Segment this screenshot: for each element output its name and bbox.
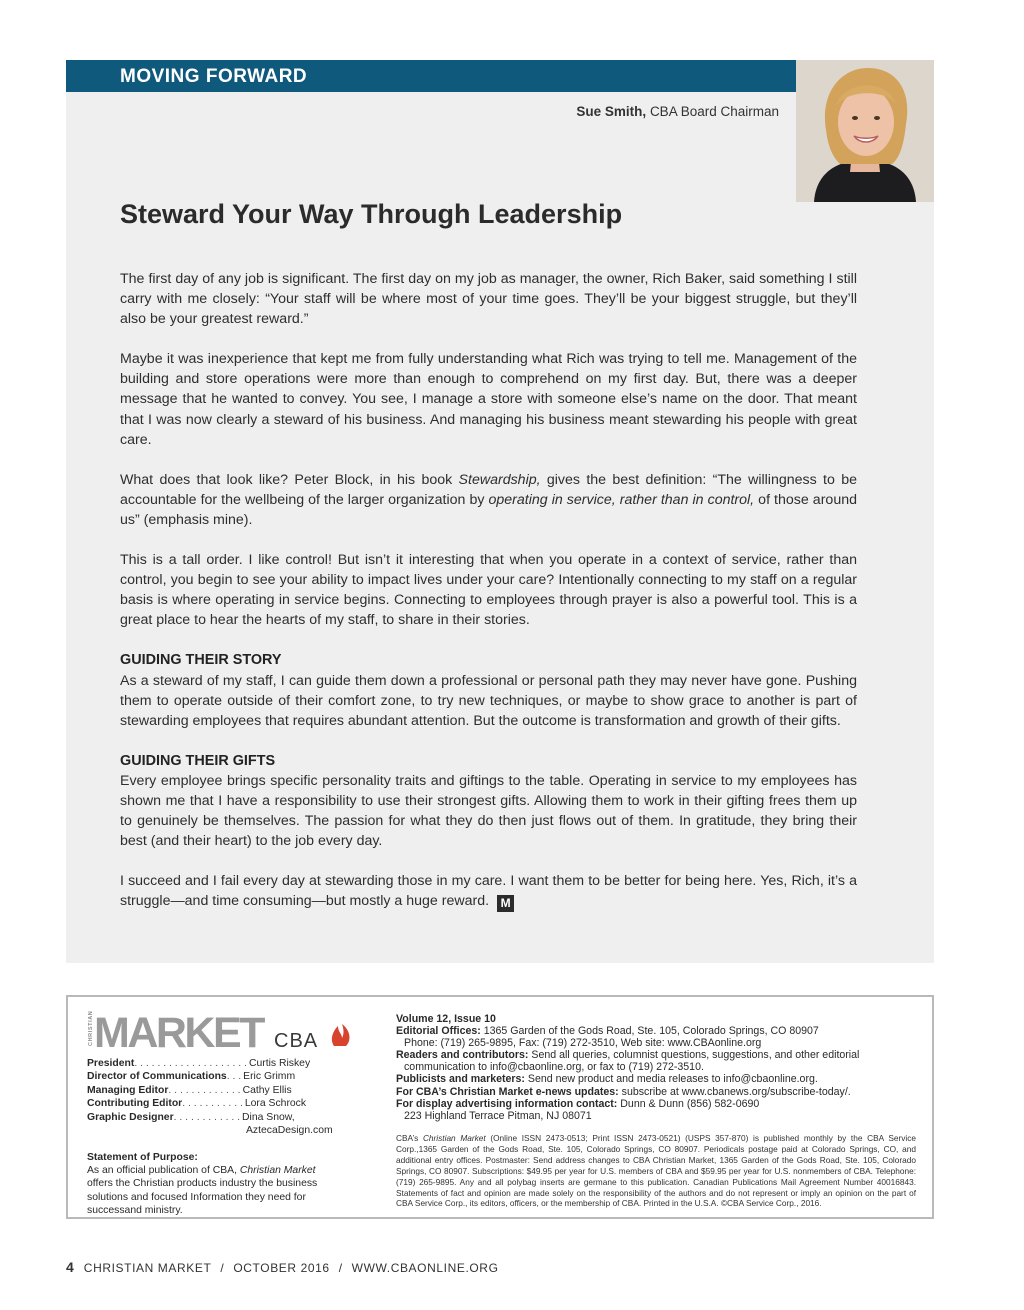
section-heading: GUIDING THEIR STORY bbox=[120, 652, 282, 669]
paragraph: Maybe it was inexperience that kept me from fully understanding what Rich was trying to tell me. Management of the building and store operations were more than enough to comprehend on my first day. But, there was a deeper message that he wanted to convey. You see, I manage a store with someone else’s name on the door. That meant that I was now clearly a steward of his business. And managing his business meant stewarding his people with great care. bbox=[120, 351, 857, 448]
logo-org-text: CBA bbox=[274, 1030, 319, 1052]
page-number: 4 bbox=[66, 1259, 74, 1275]
legal-text: (Online ISSN 2473-0513; Print ISSN 2473-0521) (USPS 357-870) is published monthly by the CBA Service Corp.,1365 Garden of the Gods Road, Ste. 105, Colorado Springs, CO 80907. Periodicals postage paid at Colorado Springs, CO, and additional entry offices. Postmaster: Send address changes to CBA Christian Market, 1365 Garden of the Gods Road, Ste. 105, Colorado Springs, CO 80907. Subscriptions: $49.95 per year for U.S. members of CBA and $59.95 per year for U.S. nonmembers of CBA. Telephone: (719) 265-9895. Any and all polybag inserts are germane to this publication. Canadian Publications Mail Agreement Number 40016843. Statements of fact and opinion are made solely on the responsibility of the authors and do not represent or imply an opinion on the part of CBA Service Corp., its editors, officers, or the membership of CBA. Printed in the U.S.A. ©CBA Service Corp., 2016. bbox=[396, 1133, 917, 1209]
staff-list bbox=[87, 1057, 347, 1137]
info-label: Publicists and marketers: bbox=[396, 1073, 525, 1086]
staff-row bbox=[87, 1070, 347, 1083]
staff-dots: . . . . . . . . . . . bbox=[182, 1098, 243, 1110]
designer-website: AztecaDesign.com bbox=[246, 1125, 333, 1137]
section-heading: GUIDING THEIR GIFTS bbox=[120, 752, 276, 769]
info-text: Dunn & Dunn (856) 582-0690 bbox=[617, 1097, 760, 1110]
staff-name: Cathy Ellis bbox=[242, 1084, 292, 1096]
publication-info bbox=[396, 1013, 918, 1122]
author-name: Sue Smith, bbox=[576, 104, 647, 119]
column-title: MOVING FORWARD bbox=[120, 66, 308, 87]
purpose-title: Statement of Purpose: bbox=[87, 1152, 198, 1163]
info-text: 1365 Garden of the Gods Road, Ste. 105, Colorado Springs, CO 80907 bbox=[480, 1025, 819, 1038]
info-text: communication to info@cbaonline.org, or fax to (719) 272-3510. bbox=[404, 1061, 704, 1074]
info-label: Readers and contributors: bbox=[396, 1049, 529, 1062]
article-body bbox=[120, 269, 857, 932]
staff-role: Director of Communications bbox=[87, 1071, 227, 1083]
staff-row bbox=[87, 1111, 347, 1124]
paragraph bbox=[120, 871, 857, 912]
paragraph: The first day of any job is significant. The first day on my job as manager, the owner, Rich Baker, said something I still carry with me closely: “Your staff will be where most of your time goes. They’ll be your biggest struggle, but they’ll also be your greatest reward.” bbox=[120, 271, 857, 328]
statement-of-purpose bbox=[87, 1151, 337, 1217]
staff-role: Contributing Editor bbox=[87, 1098, 183, 1110]
publication-name: Christian Market bbox=[239, 1165, 316, 1177]
footer-separator: / bbox=[220, 1261, 225, 1275]
staff-row bbox=[87, 1097, 347, 1110]
staff-role: President bbox=[87, 1058, 135, 1069]
paragraph-text: What does that look like? Peter Block, in his book bbox=[120, 471, 459, 488]
info-label: Editorial Offices: bbox=[396, 1025, 481, 1038]
staff-name: Lora Schrock bbox=[244, 1098, 307, 1110]
paragraph-text: of those around us” (emphasis mine). bbox=[120, 491, 857, 528]
info-text: Phone: (719) 265-9895, Fax: (719) 272-3510, Web site: www.CBAonline.org bbox=[404, 1037, 762, 1050]
footer-publication: CHRISTIAN MARKET bbox=[83, 1261, 212, 1275]
logo-main-text: MARKET bbox=[94, 1010, 263, 1052]
publication-name: Christian Market bbox=[422, 1133, 486, 1143]
staff-row bbox=[87, 1057, 347, 1070]
article-headline: Steward Your Way Through Leadership bbox=[120, 199, 623, 229]
info-label: For CBA’s Christian Market e-news updates: bbox=[396, 1085, 619, 1098]
staff-role: Managing Editor bbox=[87, 1084, 169, 1096]
staff-dots: . . . bbox=[226, 1071, 242, 1083]
end-mark-icon: M bbox=[497, 895, 514, 912]
flame-icon bbox=[332, 1024, 350, 1046]
paragraph: Every employee brings specific personality traits and giftings to the table. Operating in service to my employees has shown me that I have a responsibility to use their strongest gifts. Allowing them to work in their gifting frees them up to genuinely be themselves. The passion for what they do then just flows out of them. In gratitude, they bring their best (and their heart) to the job every day. bbox=[120, 772, 857, 850]
info-text: Send all queries, columnist questions, suggestions, and other editorial bbox=[528, 1049, 860, 1062]
legal-notice bbox=[396, 1133, 916, 1209]
christian-market-logo bbox=[86, 1010, 356, 1052]
staff-name: Curtis Riskey bbox=[248, 1058, 311, 1069]
legal-text: CBA’s bbox=[396, 1133, 423, 1143]
paragraph: As a steward of my staff, I can guide them down a professional or personal path they may never have gone. Pushing them to operate outside of their comfort zone, to try new techniques, or maybe to show grace to another is part of stewarding employees that requires abundant attention. But the outcome is transformation and growth of their gifts. bbox=[120, 672, 857, 729]
paragraph-text: I succeed and I fail every day at stewarding those in my care. I want them to be better for being here. Yes, Rich, it’s a struggle—and time consuming—but mostly a huge reward. bbox=[120, 873, 857, 910]
staff-dots: . . . . . . . . . . . . . . . . . . . . bbox=[134, 1058, 247, 1069]
staff-role: Graphic Designer bbox=[87, 1111, 174, 1123]
footer-separator: / bbox=[338, 1261, 343, 1275]
paragraph-text: gives the best definition: “The willingness to be accountable for the wellbeing of the larger organization by bbox=[120, 471, 857, 508]
book-title: Stewardship, bbox=[458, 471, 541, 488]
staff-row bbox=[87, 1124, 347, 1137]
emphasis-text: operating in service, rather than in control, bbox=[488, 491, 755, 508]
logo-small-text: CHRISTIAN bbox=[88, 1010, 94, 1046]
staff-name: Dina Snow, bbox=[242, 1111, 295, 1123]
volume-issue: Volume 12, Issue 10 bbox=[396, 1013, 496, 1025]
paragraph: This is a tall order. I like control! But isn’t it interesting that when you operate in a context of service, rather than control, you begin to see your ability to impact lives under your care? Intentionally connecting to my staff on a regular basis is where operating in service begins. Connecting to employees through prayer is also a powerful tool. This is a great place to hear the hearts of my staff, to share in their stories. bbox=[120, 552, 857, 629]
purpose-text: offers the Christian products industry the business solutions and focused Information they need for successand ministry. bbox=[87, 1178, 318, 1216]
info-label: For display advertising information contact: bbox=[396, 1097, 618, 1110]
footer-url: WWW.CBAONLINE.ORG bbox=[351, 1261, 499, 1275]
author-portrait-image bbox=[796, 60, 934, 202]
info-text: 223 Highland Terrace Pitman, NJ 08071 bbox=[404, 1109, 592, 1122]
staff-dots: . . . . . . . . . . . . . bbox=[168, 1084, 241, 1096]
author-role: CBA Board Chairman bbox=[649, 104, 779, 119]
author-photo bbox=[796, 60, 934, 202]
page-footer bbox=[66, 1259, 499, 1276]
footer-date: OCTOBER 2016 bbox=[233, 1261, 330, 1275]
paragraph bbox=[120, 470, 857, 530]
author-byline bbox=[420, 103, 779, 121]
staff-name: Eric Grimm bbox=[243, 1071, 296, 1083]
info-text: subscribe at www.cbanews.org/subscribe-today/. bbox=[618, 1085, 851, 1098]
staff-dots: . . . . . . . . . . . . bbox=[173, 1111, 241, 1123]
info-text: Send new product and media releases to info@cbaonline.org. bbox=[524, 1073, 818, 1086]
purpose-text: As an official publication of CBA, bbox=[87, 1165, 240, 1177]
staff-row bbox=[87, 1084, 347, 1097]
